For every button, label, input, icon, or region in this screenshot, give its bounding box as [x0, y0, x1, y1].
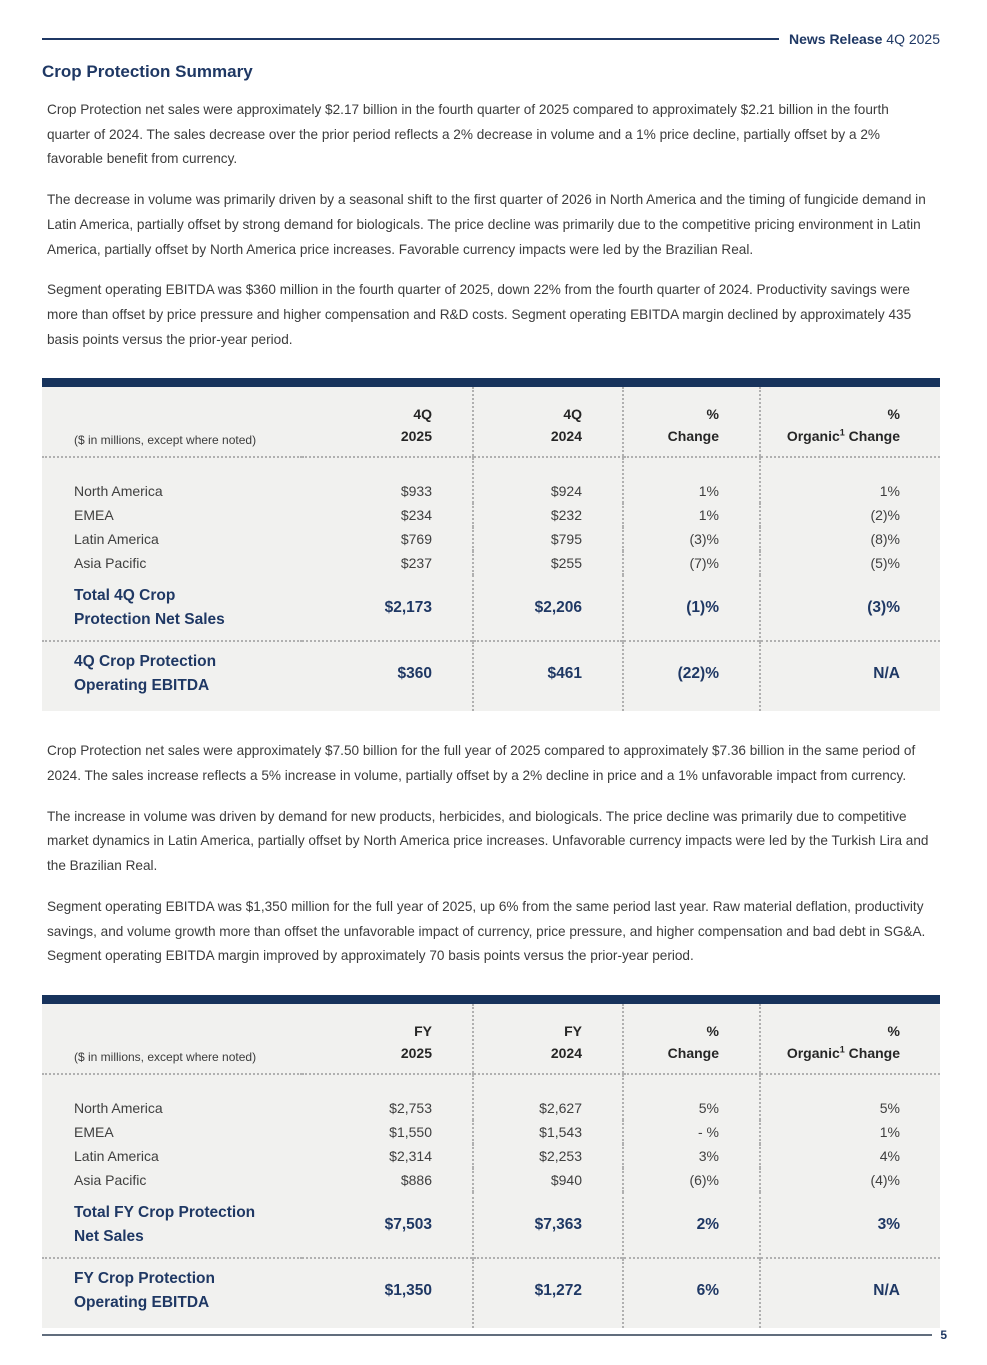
footnote-marker: 1: [839, 427, 845, 438]
table-note: ($ in millions, except where noted): [42, 387, 302, 457]
col-header-organic-change: % Organic$^1$ Change: [760, 1004, 940, 1074]
col-header-4q-2025: 4Q 2025: [302, 387, 473, 457]
col-header-change: % Change: [623, 1004, 760, 1074]
table-top-bar: [42, 995, 940, 1004]
table-row: Asia Pacific $237 $255 (7)% (5)%: [42, 551, 940, 575]
table-header-row: [42, 1004, 940, 1074]
paragraph-4q-net-sales: Crop Protection net sales were approximately $2.17 billion in the fourth quarter of 2025 compared to approximately $2.21 billion in the fourth quarter of 2024. The sales decrease over the prior period reflects a 2% decrease in volume and a 1% price decline, partially offset by a 2% favorable benefit from currency.: [47, 102, 889, 167]
paragraph-fy-net-sales: Crop Protection net sales were approximately $7.50 billion for the full year of 2025 compared to approximately $7.36 billion in the same period of 2024. The sales increase reflects a 5% increase in volume, partially offset by a 2% decline in price and a 1% unfavorable impact from currency.: [47, 743, 916, 784]
paragraph-fy-volume-price: The increase in volume was driven by demand for new products, herbicides, and biologicals. The price decline was primarily due to competitive market dynamics in Latin America, partially offset by North America price increases. Unfavorable currency impacts were led by the Turkish Lira and the Brazilian Real.: [47, 808, 929, 874]
page-title: Crop Protection Summary: [42, 62, 253, 81]
paragraph-4q-volume-price: The decrease in volume was primarily driven by a seasonal shift to the first quarter of 2026 in North America and the timing of fungicide demand in Latin America, partially offset by strong demand for biologicals. The price decline was primarily due to the competitive pricing environment in Latin America, partially offset by North America price increases. Favorable currency impacts were led by the Brazilian Real.: [47, 192, 926, 257]
news-release-label: News Release: [788, 31, 883, 47]
col-header-fy-2024: FY 2024: [473, 1004, 623, 1074]
table-row: Asia Pacific $886 $940 (6)% (4)%: [42, 1168, 940, 1192]
table-row: EMEA $234 $232 1% (2)%: [42, 503, 940, 527]
table-row: Latin America $2,314 $2,253 3% 4%: [42, 1144, 940, 1168]
table-header-row: [42, 387, 940, 457]
operating-ebitda-row: FY Crop Protection Operating EBITDA $1,350 $1,272 6% N/A: [42, 1258, 940, 1328]
col-header-fy-2025: FY 2025: [302, 1004, 473, 1074]
news-release-period: 4Q 2025: [882, 31, 940, 47]
total-net-sales-row: Total 4Q Crop Protection Net Sales $2,173 $2,206 (1)% (3)%: [42, 575, 940, 641]
table-row: North America $2,753 $2,627 5% 5%: [42, 1074, 940, 1120]
page-footer: [42, 1328, 947, 1342]
header-rule: [42, 38, 779, 40]
paragraph-4q-ebitda: Segment operating EBITDA was $360 million in the fourth quarter of 2025, down 22% from the fourth quarter of 2024. Productivity savings were more than offset by price pressure and higher compensation and R&D costs. Segment operating EBITDA margin declined by approximately 435 basis points versus the prior-year period.: [47, 282, 912, 347]
table-row: North America $933 $924 1% 1%: [42, 457, 940, 503]
operating-ebitda-row: 4Q Crop Protection Operating EBITDA $360 $461 (22)% N/A: [42, 641, 940, 711]
paragraph-fy-ebitda: Segment operating EBITDA was $1,350 million for the full year of 2025, up 6% from the same period last year. Raw material deflation, productivity savings, and volume growth more than offset the unfavorable impact of currency, price pressure, and higher compensation and bad debt in SG&A. Segment operating EBITDA margin improved by approximately 70 basis points versus the prior-year period.: [47, 898, 926, 964]
table-4q-crop-protection: [42, 378, 940, 711]
footnote-marker: 1: [839, 1044, 845, 1055]
col-header-4q-2024: 4Q 2024: [473, 387, 623, 457]
col-header-organic-change: % Organic$^1$ Change: [760, 387, 940, 457]
table-fy-crop-protection: [42, 995, 940, 1328]
total-net-sales-row: Total FY Crop Protection Net Sales $7,503 $7,363 2% 3%: [42, 1192, 940, 1258]
table-row: EMEA $1,550 $1,543 - % 1%: [42, 1120, 940, 1144]
table-row: Latin America $769 $795 (3)% (8)%: [42, 527, 940, 551]
table-note: ($ in millions, except where noted): [42, 1004, 302, 1074]
col-header-change: % Change: [623, 387, 760, 457]
page-number: 5: [940, 1328, 947, 1342]
table-top-bar: [42, 378, 940, 387]
page-header: [42, 0, 940, 47]
footer-rule: [42, 1334, 932, 1336]
